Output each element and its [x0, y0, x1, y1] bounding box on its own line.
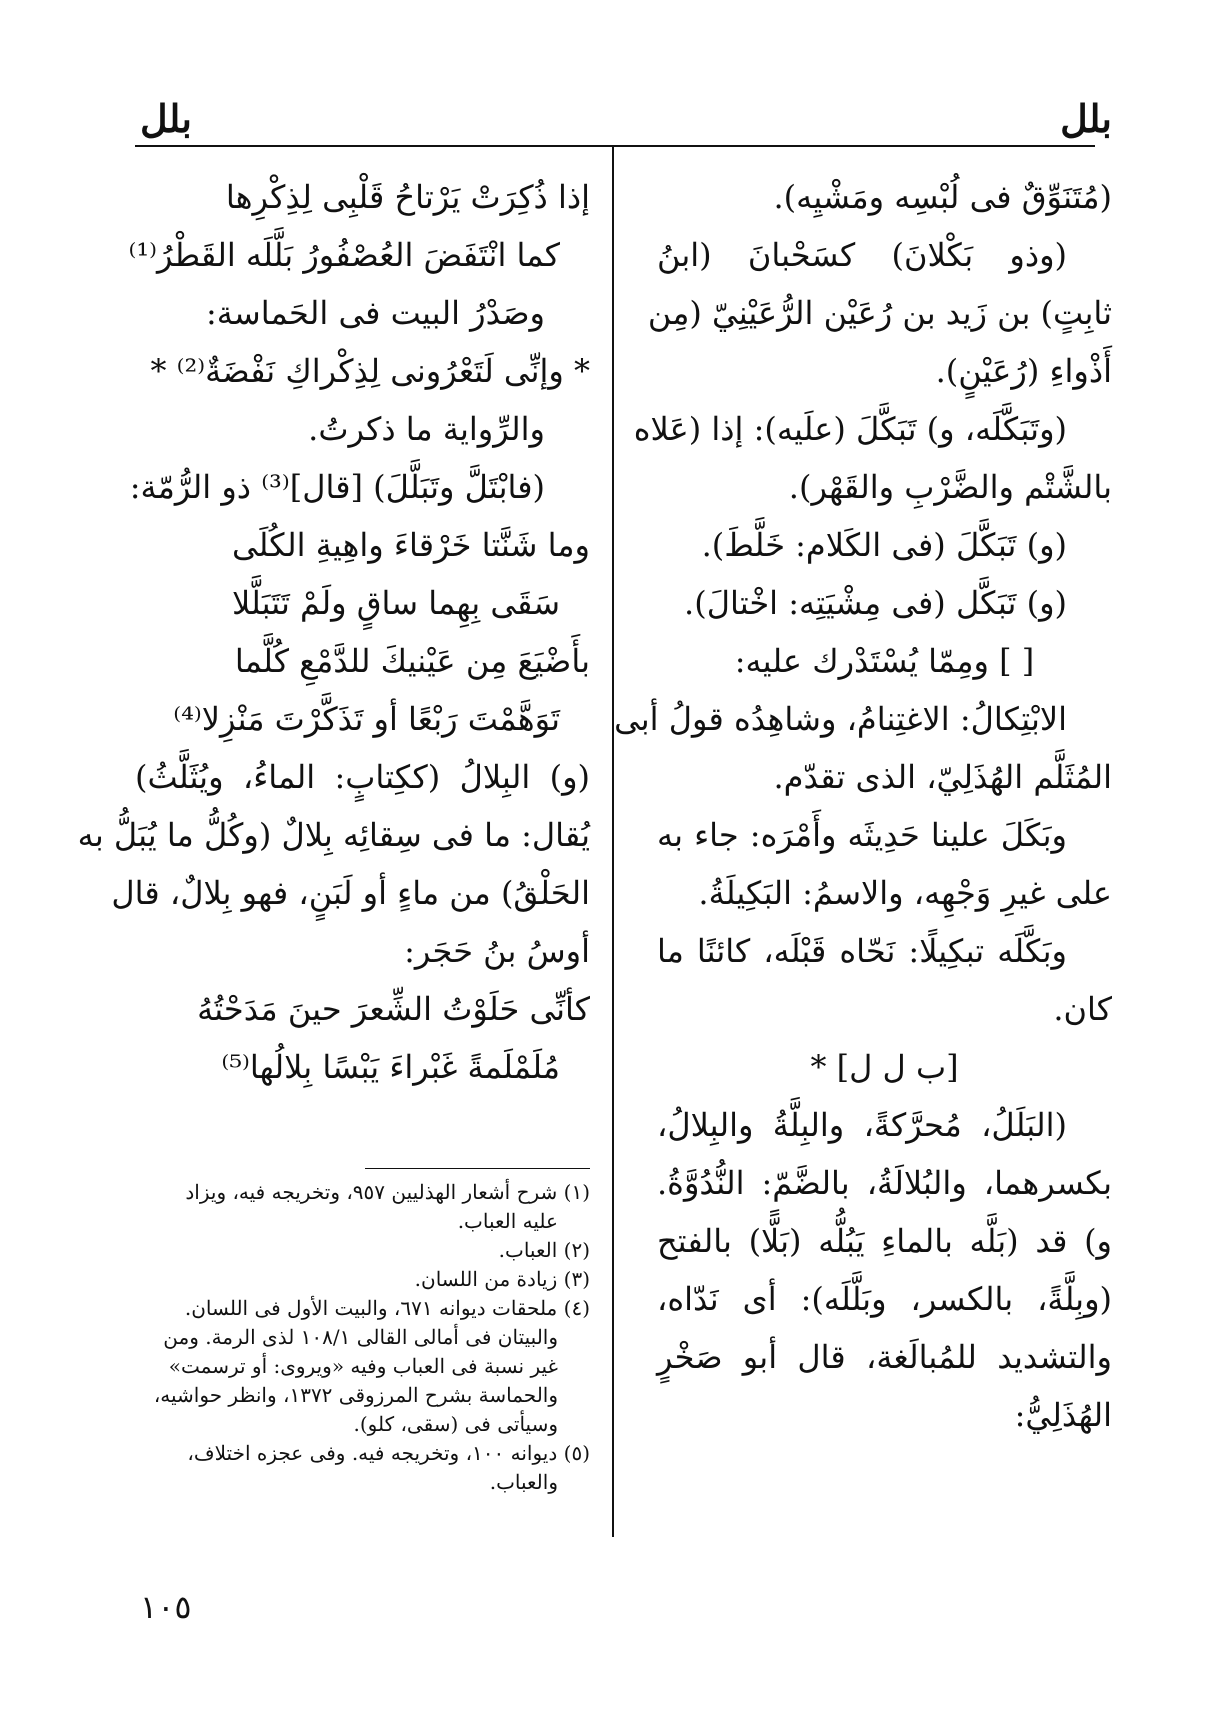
footnote-line: (٢) العباب.	[498, 1238, 590, 1262]
text-line: [ ] ومِمّا يُسْتَدْرك عليه:	[734, 642, 1035, 680]
text-line: تَوَهَّمْتَ رَبْعًا أو تَذَكَّرْتَ مَنْزِلا⁽⁴⁾	[173, 700, 560, 738]
text-line: (و) البِلالُ (ككِتابٍ: الماءُ، ويُثَلَّثُ)	[135, 758, 590, 796]
page-number: ١٠٥	[140, 1588, 192, 1626]
text-line: وما شَنَّتا خَرْقاءَ واهِيةِ الكُلَى	[231, 526, 590, 564]
text-line: بكسرهما، والبُلالَةُ، بالضَّمّ: النُّدُوَّةُ.	[657, 1164, 1112, 1202]
text-line: (وبِلَّةً، بالكسر، وبَلَّلَه): أى نَدّاه،	[657, 1280, 1112, 1318]
text-line: * وإنِّى لَتَعْرُونى لِذِكْراكِ نَفْضَةٌ⁽²⁾ *	[150, 352, 590, 390]
footnote-rule	[365, 1168, 590, 1169]
left-column	[77, 168, 590, 1096]
text-line: سَقَى بِهِما ساقٍ ولَمْ تَتَبَلَّلا	[231, 584, 560, 622]
text-line: كأنِّى حَلَوْتُ الشِّعرَ حينَ مَدَحْتُهُ	[197, 990, 590, 1028]
text-line: وصَدْرُ البيت فى الحَماسة:	[205, 294, 545, 332]
footnote-line: (١) شرح أشعار الهذليين ٩٥٧، وتخريجه فيه، ويزاد	[185, 1180, 590, 1204]
text-line: (فابْتَلَّ وتَبَلَّلَ) [قال]⁽³⁾ ذو الرُّمّة:	[129, 468, 545, 506]
footnote-line: والعباب.	[489, 1470, 558, 1494]
text-line: وبَكَلَ علينا حَدِيثَه وأَمْرَه: جاء به	[657, 816, 1067, 854]
footnote-line: والبيتان فى أمالى القالى ١٠٨/١ لذى الرمة. ومن	[163, 1325, 558, 1349]
text-line: وبَكَّلَه تبكِيلًا: نَحّاه قَبْلَه، كائنًا ما	[657, 932, 1067, 970]
text-line: إذا ذُكِرَتْ يَرْتاحُ قَلْبِى لِذِكْرِها	[225, 178, 590, 216]
text-line: يُقال: ما فى سِقائِه بِلالٌ (وكُلُّ ما يُبَلُّ به	[77, 816, 590, 854]
text-line: (و) تَبَكَّل (فى مِشْيَتِه: اخْتالَ).	[684, 584, 1067, 622]
text-line: والتشديد للمُبالَغة، قال أبو صَخْرٍ	[657, 1338, 1112, 1376]
text-line: بالشَّتْم والضَّرْبِ والقَهْر).	[788, 468, 1112, 506]
text-line: (وتَبَكَّلَه، و) تَبَكَّلَ (علَيه): إذا (عَلاه	[633, 410, 1067, 448]
text-line: (و) تَبَكَّلَ (فى الكَلام: خَلَّطَ).	[701, 526, 1067, 564]
text-line: على غيرِ وَجْهِه، والاسمُ: البَكِيلَةُ.	[698, 874, 1112, 912]
footnote-line: غير نسبة فى العباب وفيه «ويروى: أو ترسمت»	[168, 1354, 558, 1378]
header-right-word: بلل	[1060, 96, 1112, 141]
text-line: الابْتِكالُ: الاغتِنامُ، وشاهِدُه قولُ أبى	[614, 700, 1067, 738]
text-line: الحَلْقُ) من ماءٍ أو لَبَنٍ، فهو بِلالٌ، قال	[111, 874, 590, 912]
text-line: كما انْتَفَضَ العُصْفُورُ بَلَّلَه القَطْرُ⁽¹⁾	[128, 236, 560, 274]
footnote-line: (٤) ملحقات ديوانه ٦٧١، والبيت الأول فى اللسان.	[184, 1296, 590, 1320]
header-rule	[135, 145, 1095, 147]
text-line: (مُتَنَوِّقٌ فى لُبْسِه ومَشْيِه).	[773, 178, 1112, 216]
text-line: أوسُ بنُ حَجَر:	[404, 932, 590, 970]
text-line: أَذْواءِ (رُعَيْنٍ).	[935, 352, 1112, 390]
footnote-line: والحماسة بشرح المرزوقى ١٣٧٢، وانظر حواشيه،	[153, 1383, 558, 1407]
text-line: (البَلَلُ، مُحرَّكةً، والبِلَّةُ والبِلالُ،	[657, 1106, 1067, 1144]
text-line: و) قد (بَلَّه بالماءِ يَبُلُّه (بَلًّا) بالفتح	[657, 1222, 1112, 1260]
text-line: والرِّواية ما ذكرتُ.	[308, 410, 545, 448]
text-line: (وذو بَكْلانَ) كسَحْبانَ (ابنُ	[657, 236, 1067, 274]
text-line: ثابِتٍ) بن زَيد بن رُعَيْن الرُّعَيْنِيّ (مِن	[647, 294, 1112, 332]
header-left-word: بلل	[140, 96, 192, 141]
text-line: [ب ل ل] *	[810, 1048, 959, 1086]
text-line: كان.	[1053, 990, 1112, 1028]
right-column	[614, 168, 1112, 1444]
footnote-line: (٥) ديوانه ١٠٠، وتخريجه فيه. وفى عجزه اختلاف،	[187, 1441, 590, 1465]
text-line: بأَضْيَعَ مِن عَيْنيكَ للدَّمْعِ كُلَّما	[234, 642, 590, 680]
footnote-line: (٣) زيادة من اللسان.	[414, 1267, 590, 1291]
text-line: الهُذَلِيُّ:	[1014, 1396, 1112, 1434]
column-divider	[612, 147, 614, 1537]
footnotes	[135, 1178, 590, 1497]
footnote-line: وسيأتى فى (سقى، كلو).	[353, 1412, 558, 1436]
text-line: المُثَلَّم الهُذَلِيّ، الذى تقدّم.	[773, 758, 1112, 796]
footnote-line: عليه العباب.	[457, 1209, 558, 1233]
text-line: مُلَمْلَمةً غَبْراءَ يَبْسًا بِلالُها⁽⁵⁾	[221, 1048, 560, 1086]
